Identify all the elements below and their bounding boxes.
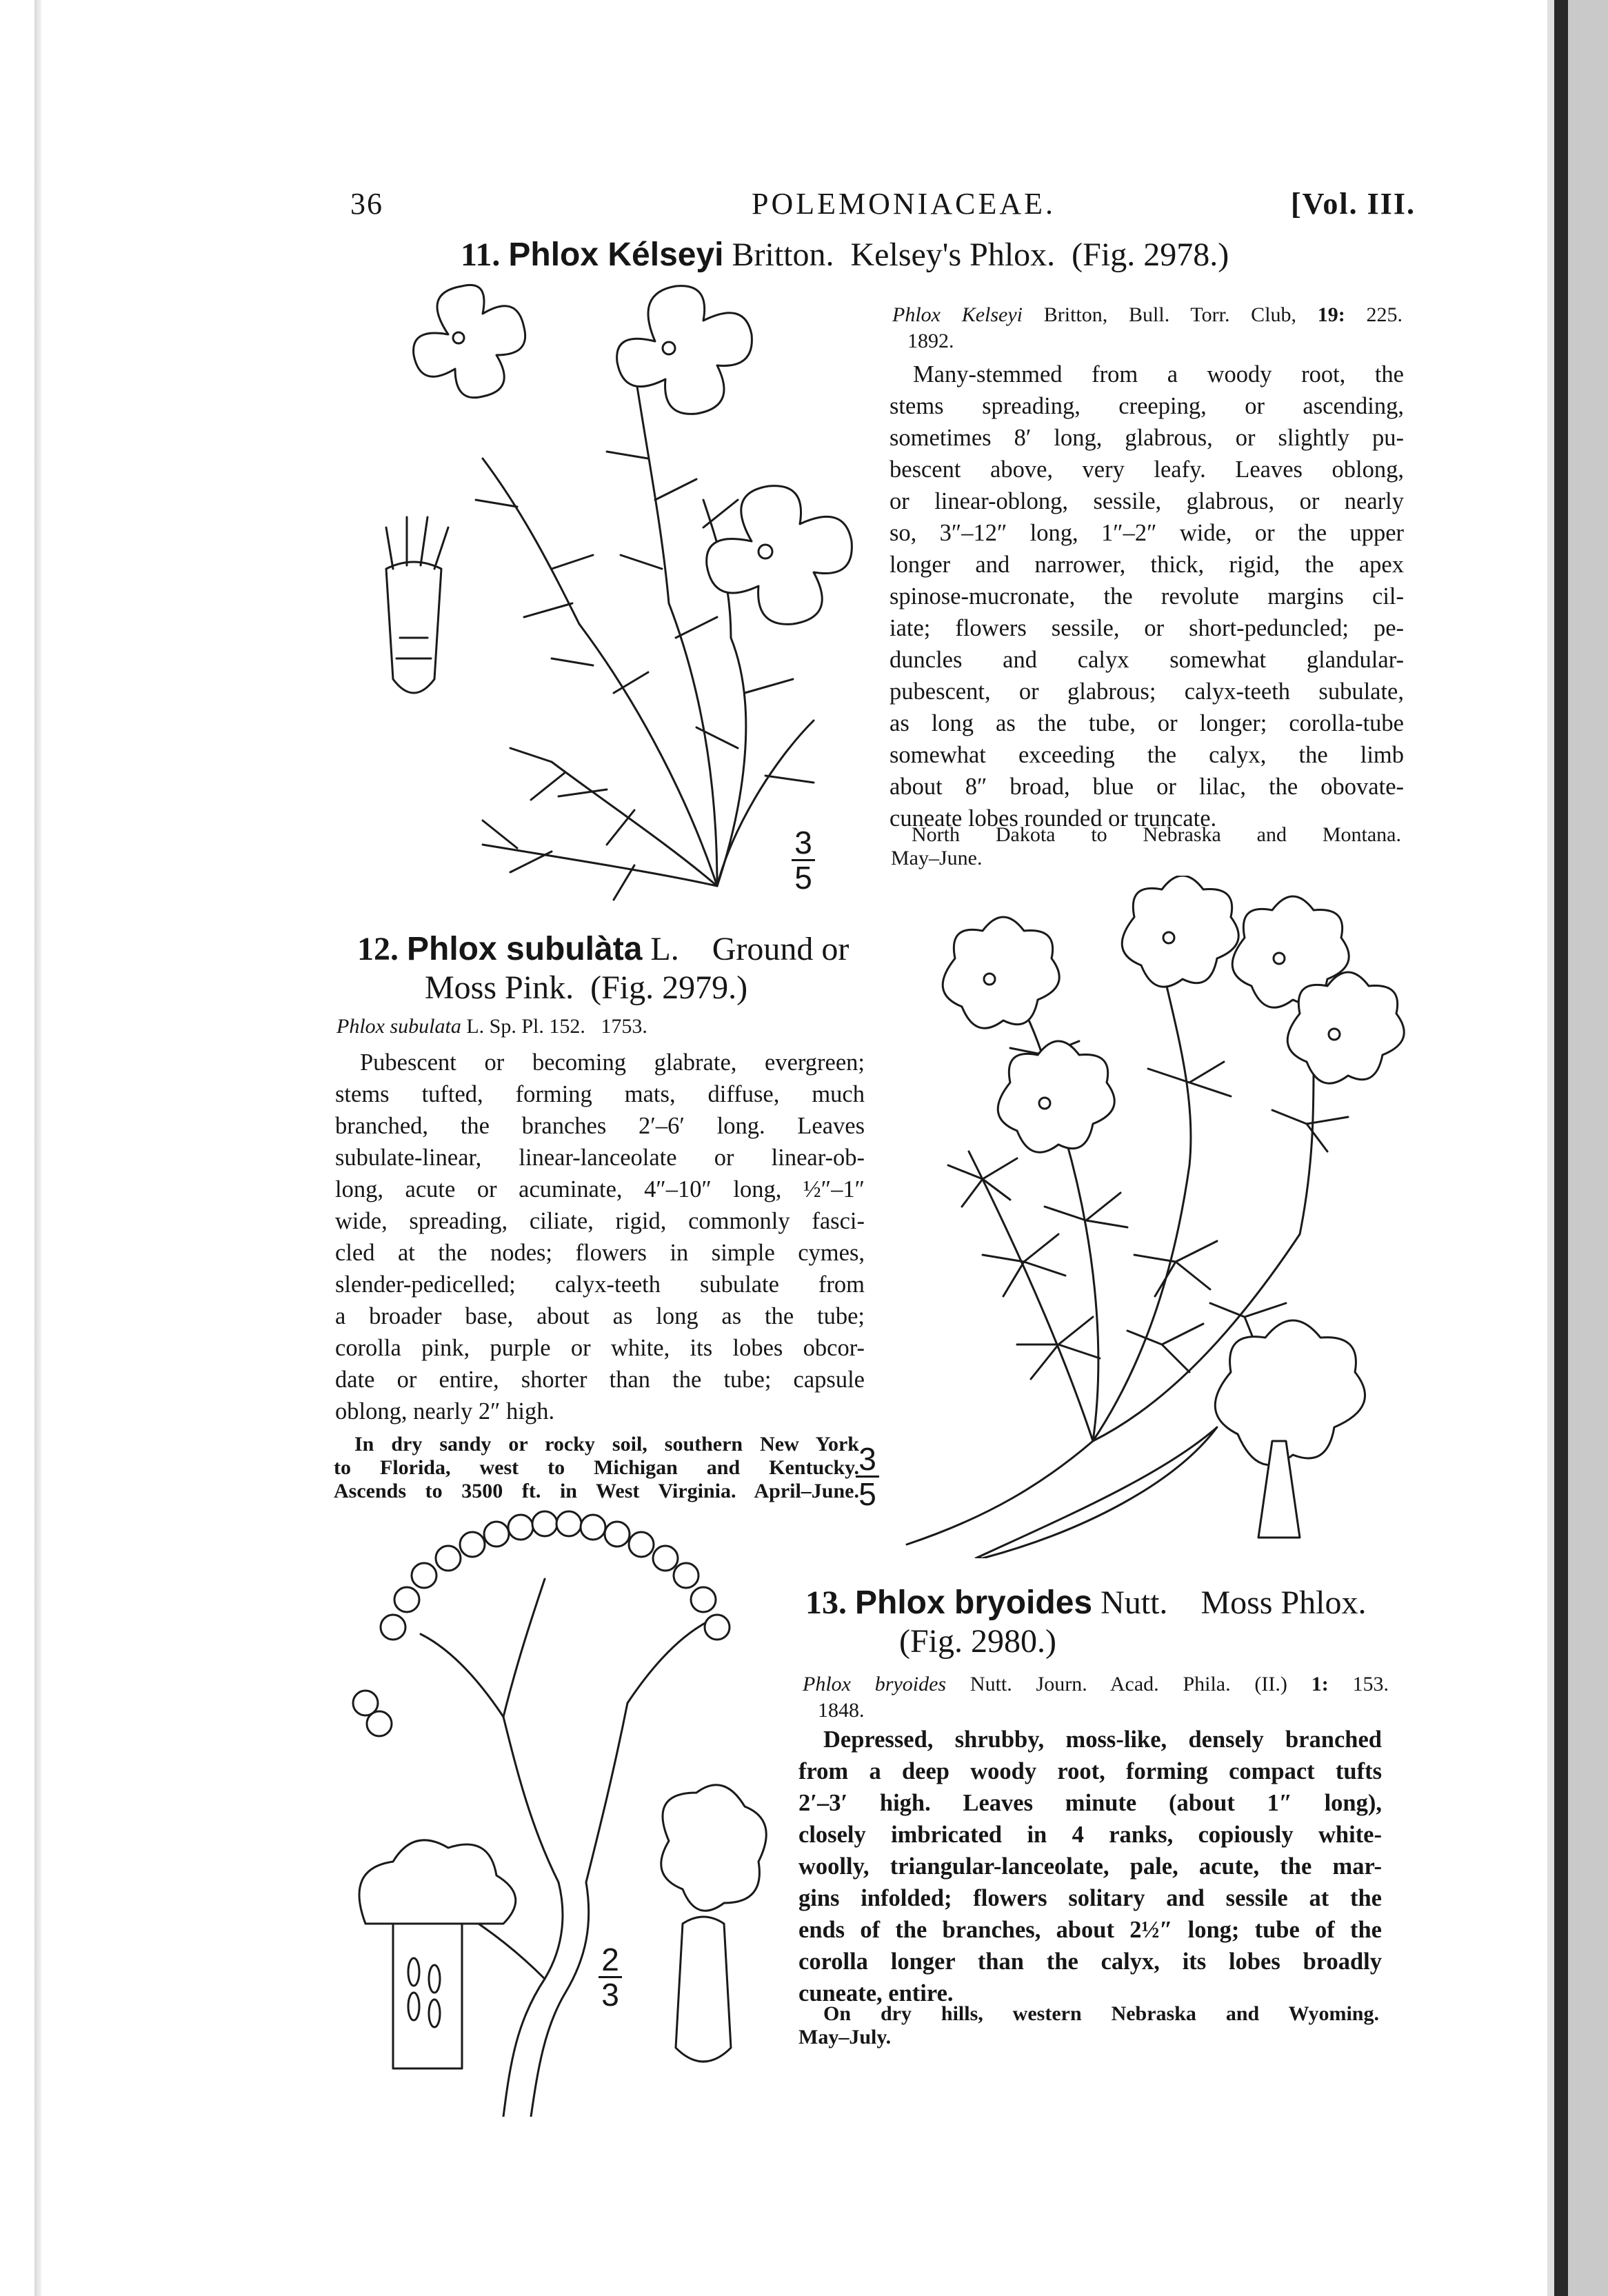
species-name: Phlox bryoides [855,1584,1093,1621]
scale-marker [783,825,824,896]
desc-line: branched, the branches 2′–6′ long. Leaves [335,1113,865,1139]
flower-side-detail-icon [661,1785,767,2062]
range-line: Ascends to 3500 ft. in West Virginia. April–June. [334,1480,859,1502]
species-number: 12. [357,931,399,967]
leaf-detail-icon [976,1427,1217,1558]
desc-line: spinose-mucronate, the revolute margins cil- [890,583,1404,610]
scale-marker [847,1441,888,1512]
desc-line: wide, spreading, ciliate, rigid, commonly fasci- [335,1208,865,1234]
desc-line: sometimes 8′ long, glabrous, or slightly pu- [890,425,1404,451]
species-13-description [798,1724,1382,2009]
common-name: Kelsey's Phlox. [850,236,1056,273]
species-name: Phlox subulàta [407,931,643,967]
range-line: North Dakota to Nebraska and Montana. [912,823,1401,846]
citation-page: 225. [1366,303,1403,326]
species-11-citation [892,302,1403,354]
desc-line: stems tufted, forming mats, diffuse, much [335,1081,865,1107]
page-right-shadow [1547,0,1554,2296]
flower-icon [414,285,525,397]
flower-icon [1122,876,1238,987]
common-name: Moss Phlox. [1200,1584,1367,1621]
flower-icon [998,1041,1114,1152]
species-12-citation [336,1014,750,1040]
figure-ref: (Fig. 2980.) [899,1623,1056,1660]
desc-line: from a deep woody root, forming compact tufts [798,1758,1382,1784]
citation-year: 1753. [601,1015,647,1038]
range-line: On dry hills, western Nebraska and Wyoming. [823,2002,1379,2025]
desc-line: pubescent, or glabrous; calyx-teeth subulate, [890,678,1404,705]
page-binding-edge [1554,0,1568,2296]
range-line: to Florida, west to Michigan and Kentucky. [334,1456,859,1479]
scale-numerator: 3 [794,825,812,860]
desc-line: bescent above, very leafy. Leaves oblong, [890,456,1404,483]
page-left-edge [34,0,41,2296]
desc-line: cuneate lobes rounded or truncate. [890,805,1217,832]
species-12-description [335,1047,865,1427]
desc-line: ends of the branches, about 2½″ long; tube of the [798,1917,1382,1943]
desc-line: 2′–3′ high. Leaves minute (about 1″ long), [798,1790,1382,1816]
desc-line: corolla longer than the calyx, its lobes broadly [798,1948,1382,1975]
running-head: POLEMONIACEAE. [752,187,1056,221]
range-line: In dry sandy or rocky soil, southern New York [354,1433,859,1456]
scale-numerator: 2 [601,1942,619,1977]
scale-denominator: 5 [794,860,812,896]
page-number: 36 [350,187,383,221]
species-authority: L. [650,931,679,967]
citation-year: 1848. [818,1698,865,1722]
desc-line: subulate-linear, linear-lanceolate or linear-ob- [335,1145,865,1171]
desc-line: iate; flowers sessile, or short-peduncled; pe- [890,615,1404,641]
desc-line: gins infolded; flowers solitary and sessile at the [798,1885,1382,1911]
flower-icon [943,917,1059,1028]
desc-line: as long as the tube, or longer; corolla-tube [890,710,1404,736]
scale-numerator: 3 [858,1441,876,1477]
flower-icon [617,286,752,414]
desc-line: so, 3″–12″ long, 1″–2″ wide, or the upper [890,520,1404,546]
range-line: May–June. [891,847,983,869]
calyx-detail-icon [386,517,448,693]
citation-volume: 19: [1317,303,1345,326]
citation-source: Nutt. Journ. Acad. Phila. (II.) [969,1673,1287,1695]
scale-denominator: 3 [601,1977,619,2013]
citation-year: 1892. [907,329,954,352]
species-name: Phlox Kélseyi [508,236,724,273]
species-13-citation [803,1671,1389,1723]
figure-2980-illustration [338,1496,793,2117]
desc-line: slender-pedicelled; calyx-teeth subulate from [335,1271,865,1298]
desc-line: cuneate, entire. [798,1980,954,2006]
desc-line: about 8″ broad, blue or lilac, the obovate- [890,774,1404,800]
desc-line: date or entire, shorter than the tube; capsule [335,1367,865,1393]
citation-binomial: Phlox bryoides [803,1673,947,1695]
desc-line: longer and narrower, thick, rigid, the apex [890,552,1404,578]
citation-page: 153. [1352,1673,1389,1695]
citation-binomial: Phlox Kelseyi [892,303,1023,326]
desc-line: Depressed, shrubby, moss-like, densely branched [823,1726,1382,1753]
desc-line: somewhat exceeding the calyx, the limb [890,742,1404,768]
scale-marker [590,1942,631,2013]
species-number: 13. [805,1584,847,1621]
species-12-heading [357,932,849,967]
desc-line: or linear-oblong, sessile, glabrous, or nearly [890,488,1404,514]
species-13-heading [805,1586,1367,1620]
figure-2979-illustration [886,876,1410,1558]
species-11-range [891,823,1401,870]
desc-line: cled at the nodes; flowers in simple cymes, [335,1240,865,1266]
figure-ref: (Fig. 2978.) [1072,236,1229,273]
flower-icon [1287,972,1404,1083]
figure-2978-illustration [345,279,862,920]
desc-line: stems spreading, creeping, or ascending, [890,393,1404,419]
desc-line: duncles and calyx somewhat glandular- [890,647,1404,673]
citation-volume: 1: [1311,1673,1329,1695]
species-number: 11. [461,236,501,273]
common-name: Moss Pink. [425,969,574,1006]
desc-line: a broader base, about as long as the tube; [335,1303,865,1329]
species-13-heading-line2 [899,1624,1056,1659]
species-12-heading-line2 [425,971,747,1005]
figure-ref: (Fig. 2979.) [590,969,748,1006]
scale-denominator: 5 [858,1476,876,1512]
flower-cluster-icon [353,1511,730,1736]
flower-detail-icon [1215,1320,1365,1538]
species-authority: Britton. [732,236,834,273]
corolla-detail-icon [359,1840,516,2068]
volume-label: [Vol. III. [1291,187,1416,221]
citation-source: Britton, Bull. Torr. Club, [1043,303,1297,326]
desc-line: corolla pink, purple or white, its lobes obcor- [335,1335,865,1361]
species-authority: Nutt. [1101,1584,1168,1621]
desc-line: Pubescent or becoming glabrate, evergreen; [360,1049,865,1076]
citation-binomial: Phlox subulata [336,1015,461,1038]
species-13-range [798,2002,1379,2049]
desc-line: oblong, nearly 2″ high. [335,1398,555,1424]
desc-line: Many-stemmed from a woody root, the [913,361,1404,387]
species-11-heading [461,238,1229,272]
species-11-description [890,359,1404,834]
desc-line: long, acute or acuminate, 4″–10″ long, ½″–1″ [335,1176,865,1202]
scan-margin [1568,0,1608,2296]
range-line: May–July. [798,2026,892,2048]
common-name: Ground or [712,931,850,967]
species-12-range [334,1433,859,1503]
desc-line: woolly, triangular-lanceolate, pale, acute, the mar- [798,1853,1382,1880]
desc-line: closely imbricated in 4 ranks, copiously white- [798,1822,1382,1848]
citation-source: L. Sp. Pl. 152. [466,1015,585,1038]
